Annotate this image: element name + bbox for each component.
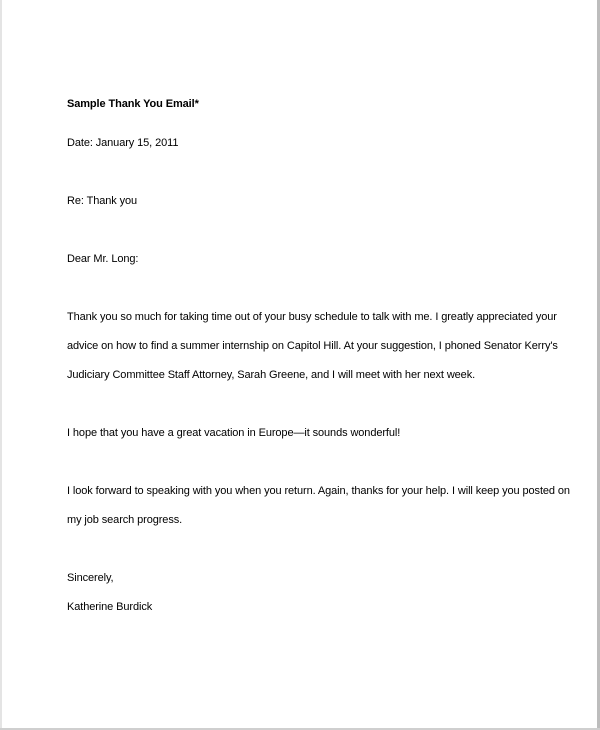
paragraph-1-line: Judiciary Committee Staff Attorney, Sarah Greene, and I will meet with her next week. bbox=[67, 369, 476, 381]
letter-title: Sample Thank You Email* bbox=[67, 98, 199, 110]
letter-salutation: Dear Mr. Long: bbox=[67, 253, 139, 265]
paragraph-2-line: I hope that you have a great vacation in Europe—it sounds wonderful! bbox=[67, 427, 401, 439]
page-left-edge bbox=[0, 0, 2, 730]
paragraph-3-line: I look forward to speaking with you when you return. Again, thanks for your help. I will keep you posted on bbox=[67, 485, 570, 497]
letter-subject: Re: Thank you bbox=[67, 195, 138, 207]
letter-date: Date: January 15, 2011 bbox=[67, 137, 179, 149]
letter-closing: Sincerely, bbox=[67, 572, 114, 584]
paragraph-1-line: Thank you so much for taking time out of your busy schedule to talk with me. I greatly appreciated your bbox=[67, 311, 557, 323]
letter-signature: Katherine Burdick bbox=[67, 601, 153, 613]
paragraph-3-line: my job search progress. bbox=[67, 514, 183, 526]
paragraph-1-line: advice on how to find a summer internship on Capitol Hill. At your suggestion, I phoned Senator Kerry's bbox=[67, 340, 558, 352]
